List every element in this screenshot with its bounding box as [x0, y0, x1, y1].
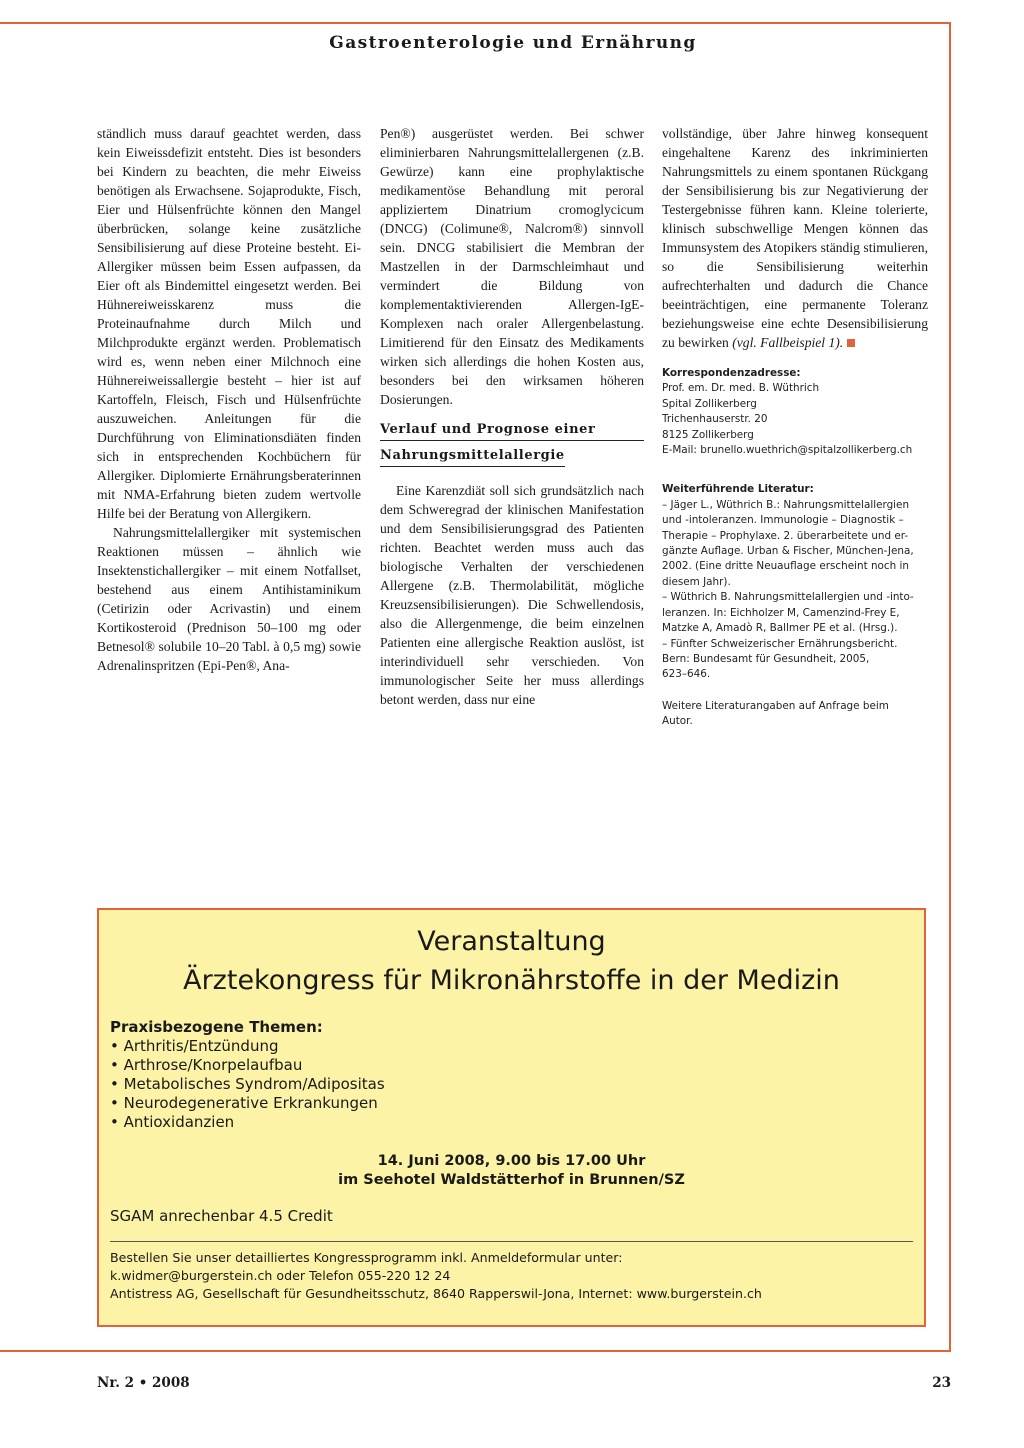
email-text: E-Mail: brunello.wuethrich@spitalzollikerberg.ch: [662, 444, 913, 457]
topic-item: • Arthrose/Knorpelaufbau: [110, 1056, 303, 1074]
date-line: 14. Juni 2008, 9.00 bis 17.00 Uhr: [377, 1153, 646, 1169]
event-date: [99, 1152, 924, 1190]
literature-line: – Jäger L., Wüthrich B.: Nahrungsmittelallergien: [662, 498, 910, 511]
correspondence-line: Prof. em. Dr. med. B. Wüthrich: [662, 382, 820, 395]
topic-item: • Arthritis/Entzündung: [110, 1037, 279, 1055]
note-line: Weitere Literaturangaben auf Anfrage beim: [662, 699, 889, 712]
literature-line: 2002. (Eine dritte Neuauflage erscheint noch in: [662, 560, 909, 573]
topics-heading: Praxisbezogene Themen:: [110, 1018, 323, 1036]
event-advertisement: [97, 908, 926, 1327]
paragraph: vollständige, über Jahre hinweg konsequent eingehaltene Karenz des inkriminierten Nahrungsmittels zu einem spontanen Rückgang der Sensibilisierung bis zur Negativierung der Testergebnisse führen kann. Kleine tolerierte, klinisch subschwellige Mengen können das Immunsystem des Atopikers ständig stimulieren, so die Sensibilisierung weiterhin aufrechterhalten und dadurch die Chance beeinträchtigen, eine permanente Toleranz beziehungsweise eine echte Desensibilisierung zu bewirken (vgl. Fallbeispiel 1).: [662, 126, 928, 350]
literature-line: – Fünfter Schweizerischer Ernährungsbericht.: [662, 637, 898, 650]
frame-bottom-rule: [0, 1350, 951, 1352]
literature-line: und -intoleranzen. Immunologie – Diagnostik –: [662, 514, 904, 527]
contact-line[interactable]: k.widmer@burgerstein.ch oder Telefon 055-220 12 24: [110, 1268, 451, 1283]
correspondence-line: 8125 Zollikerberg: [662, 428, 754, 441]
literature-line: 623–646.: [662, 668, 711, 681]
text-column-3: [662, 124, 928, 730]
literature-line: Bern: Bundesamt für Gesundheit, 2005,: [662, 652, 870, 665]
paragraph: Pen®) ausgerüstet werden. Bei schwer eliminierbaren Nahrungsmittelallergenen (z.B. Gewürze) kann eine prophylaktische medikamentöse Behandlung mit peroral appliziertem Dinatrium cromoglycicum (DNCG) (Colimune®, Nalcrom®) sinnvoll sein. DNCG stabilisiert die Membran der Mastzellen in der Darmschleimhaut und vermindert die Bildung von komplementaktivierenden Allergen-IgE-Komplexen nach oraler Allergenbelastung. Limitierend für den Einsatz des Medikaments wirken sich allerdings die hohen Kosten aus, besonders bei den wirksamen höheren Dosierungen.: [380, 126, 644, 407]
contact-line[interactable]: Antistress AG, Gesellschaft für Gesundheitsschutz, 8640 Rapperswil-Jona, Internet: www.burgerstein.ch: [110, 1286, 762, 1301]
issue-number: Nr. 2 • 2008: [97, 1375, 190, 1391]
venue-line: im Seehotel Waldstätterhof in Brunnen/SZ: [338, 1172, 685, 1188]
correspondence-line: Spital Zollikerberg: [662, 397, 757, 410]
literature-line: gänzte Auflage. Urban & Fischer, München-Jena,: [662, 545, 914, 558]
ad-topics: [110, 1018, 385, 1132]
divider: [110, 1241, 913, 1242]
text-column-2: [380, 124, 644, 709]
topic-item: • Metabolisches Syndrom/Adipositas: [110, 1075, 385, 1093]
page-number: 23: [932, 1375, 951, 1391]
more-literature-note: [662, 699, 928, 730]
running-header: Gastroenterologie und Ernährung: [329, 33, 697, 53]
frame-top-rule: [0, 22, 950, 24]
literature-line: leranzen. In: Eichholzer M, Camenzind-Frey E,: [662, 606, 900, 619]
contact-line: Bestellen Sie unser detailliertes Kongressprogramm inkl. Anmeldeformular unter:: [110, 1250, 623, 1265]
ad-title: Veranstaltung: [417, 926, 606, 957]
topic-item: • Neurodegenerative Erkrankungen: [110, 1094, 378, 1112]
paragraph: ständlich muss darauf geachtet werden, dass kein Eiweissdefizit entsteht. Dies ist besonders bei Kindern zu beachten, die mehr Eiweiss benötigen als Erwachsene. Sojaprodukte, Fisch, Eier und Hülsenfrüchte können den Mangel überbrücken, solange keine zusätzliche Sensibilisierung auf diese Proteine besteht. Ei-Allergiker müssen beim Essen aufpassen, da Eier oft als Bindemittel eingesetzt werden. Bei Hühnereiweisskarenz muss die Proteinaufnahme durch Milch und Milchprodukte ergänzt werden. Problematisch wird es, wenn neben einer Milchnoch eine Hühnereiweissallergie besteht – hier ist auf Kartoffeln, Fleisch, Fisch und Hülsenfrüchte auszuweichen. Anleitungen für die Durchführung von Eliminationsdiäten finden sich in entsprechenden Kochbüchern für Allergiker. Diplomierte Ernährungsberaterinnen mit NMA-Erfahrung bieten zudem wertvolle Hilfe bei der Beratung von Allergikern.: [97, 126, 361, 521]
ad-contact: [110, 1249, 762, 1303]
citation: (vgl. Fallbeispiel 1).: [732, 335, 844, 350]
note-line: Autor.: [662, 715, 693, 728]
correspondence-heading: Korrespondenzadresse:: [662, 367, 801, 379]
topic-item: • Antioxidanzien: [110, 1113, 235, 1131]
ad-subtitle: Ärztekongress für Mikronährstoffe in der Medizin: [183, 965, 840, 996]
end-of-article-icon: [847, 339, 855, 347]
paragraph: Nahrungsmittelallergiker mit systemischen Reaktionen müssen – ähnlich wie Insektenstichallergiker – mit einem Notfallset, bestehend aus einem Antihistaminikum (Cetirizin oder Acrivastin) und einem Kortikosteroid (Prednison 50–100 mg oder Betnesol® solubile 10–20 Tabl. à 0,5 mg) sowie Adrenalinspritzen (Epi-Pen®, Ana-: [97, 525, 361, 673]
paragraph: Eine Karenzdiät soll sich grundsätzlich nach dem Schweregrad der klinischen Manifestation und dem Sensibilisierungsgrad des Patienten richten. Beachtet werden muss auch das biologische Verhalten der verschiedenen Allergene (z.B. Thermolabilität, mögliche Kreuzsensibilisierungen). Die Schwellendosis, also die Allergenmenge, die beim einzelnen Patienten eine allergische Reaktion auslöst, ist interindividuell sehr verschieden. Von immunologischer Seite her muss allerdings betont werden, dass nur eine: [380, 483, 644, 707]
section-heading: Verlauf und Prognose einer Nahrungsmittelallergie: [380, 421, 644, 467]
credit-note: SGAM anrechenbar 4.5 Credit: [110, 1207, 333, 1225]
correspondence-line: Trichenhauserstr. 20: [662, 413, 768, 426]
correspondence-block: [662, 366, 928, 458]
literature-line: diesem Jahr).: [662, 575, 731, 588]
literature-heading: Weiterführende Literatur:: [662, 483, 814, 496]
literature-line: Matzke A, Amadò R, Ballmer PE et al. (Hrsg.).: [662, 622, 898, 635]
literature-block: [662, 482, 928, 682]
text-column-1: [97, 124, 361, 675]
literature-line: – Wüthrich B. Nahrungsmittelallergien und -into-: [662, 591, 914, 604]
literature-line: Therapie – Prophylaxe. 2. überarbeitete und er-: [662, 529, 909, 542]
frame-right-rule: [949, 22, 951, 1352]
